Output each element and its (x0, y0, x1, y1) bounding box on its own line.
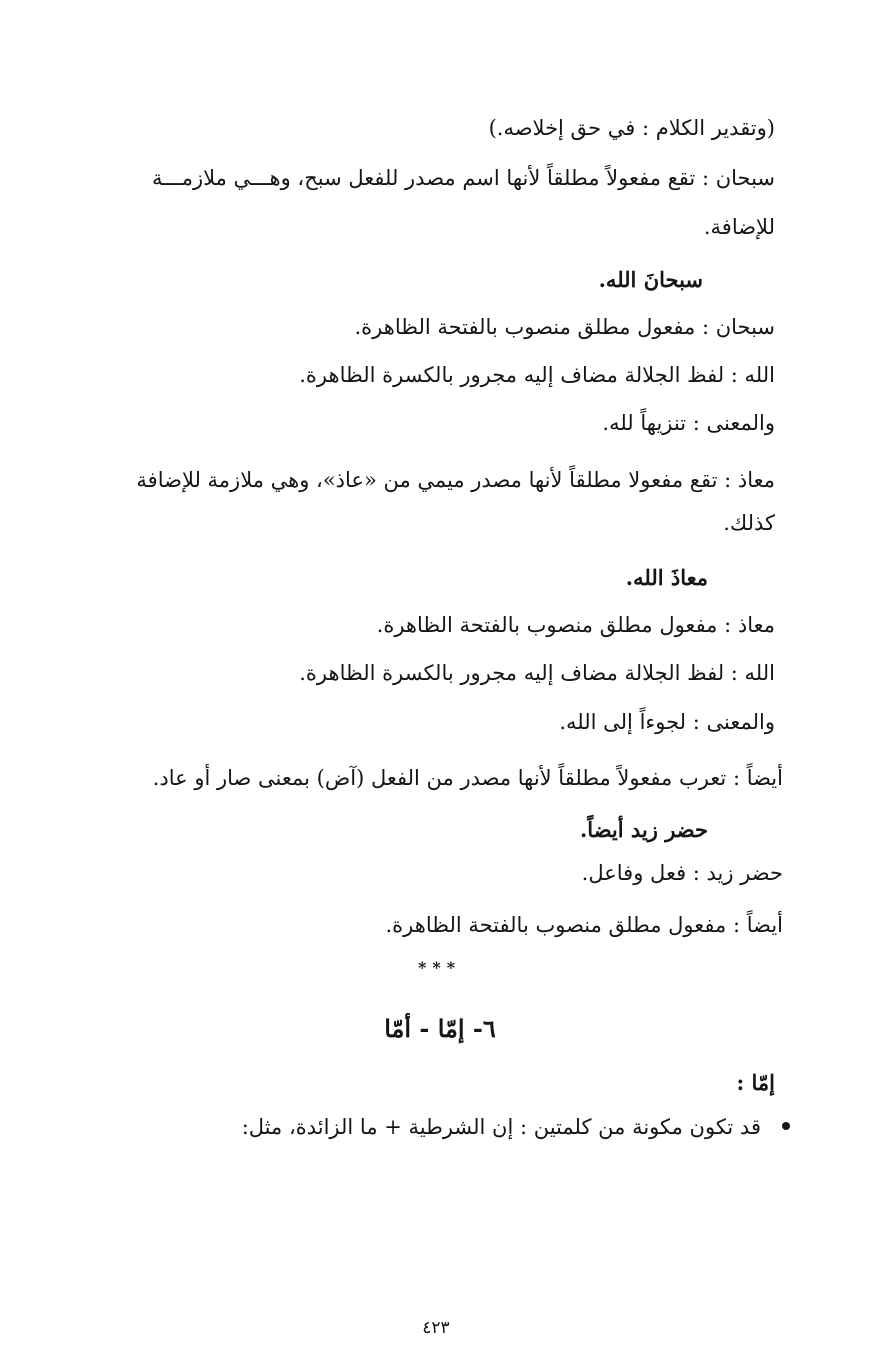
example-line: سبحانَ الله. (598, 267, 703, 292)
text-line: (وتقدير الكلام : في حق إخلاصه.) (488, 116, 775, 140)
text-line: والمعنى : لجوءاً إلى الله. (559, 710, 775, 734)
text-line: حضر زيد : فعل وفاعل. (581, 861, 783, 885)
separator-stars: *** (418, 958, 462, 977)
text-line: سبحان : تقع مفعولاً مطلقاً لأنها اسم مصدر للفعل سبح، وهـــي ملازمـــة (152, 166, 775, 190)
text-line: سبحان : مفعول مطلق منصوب بالفتحة الظاهرة. (354, 315, 775, 339)
bullet-icon (782, 1122, 790, 1130)
page-number: ٤٢٣ (422, 1318, 450, 1338)
text-line: كذلك. (723, 511, 775, 535)
text-line: الله : لفظ الجلالة مضاف إليه مجرور بالكسرة الظاهرة. (299, 661, 775, 685)
example-line: حضر زيد أيضاً. (579, 817, 708, 842)
subsection-label: إمّا : (736, 1070, 775, 1095)
text-line: أيضاً : تعرب مفعولاً مطلقاً لأنها مصدر من الفعل (آض) بمعنى صار أو عاد. (152, 766, 783, 790)
example-line: معاذَ الله. (625, 565, 708, 590)
text-line: معاذ : مفعول مطلق منصوب بالفتحة الظاهرة. (376, 613, 775, 637)
section-heading: ٦- إمّا - أمّا (384, 1014, 496, 1043)
text-line: والمعنى : تنزيهاً لله. (602, 411, 775, 435)
text-line: معاذ : تقع مفعولا مطلقاً لأنها مصدر ميمي من «عاذ»، وهي ملازمة للإضافة (136, 468, 775, 492)
text-line: أيضاً : مفعول مطلق منصوب بالفتحة الظاهرة. (385, 913, 783, 937)
bullet-text: قد تكون مكونة من كلمتين : إن الشرطية + ما الزائدة، مثل: (241, 1115, 761, 1139)
text-line: الله : لفظ الجلالة مضاف إليه مجرور بالكسرة الظاهرة. (299, 363, 775, 387)
text-line: للإضافة. (703, 215, 775, 239)
